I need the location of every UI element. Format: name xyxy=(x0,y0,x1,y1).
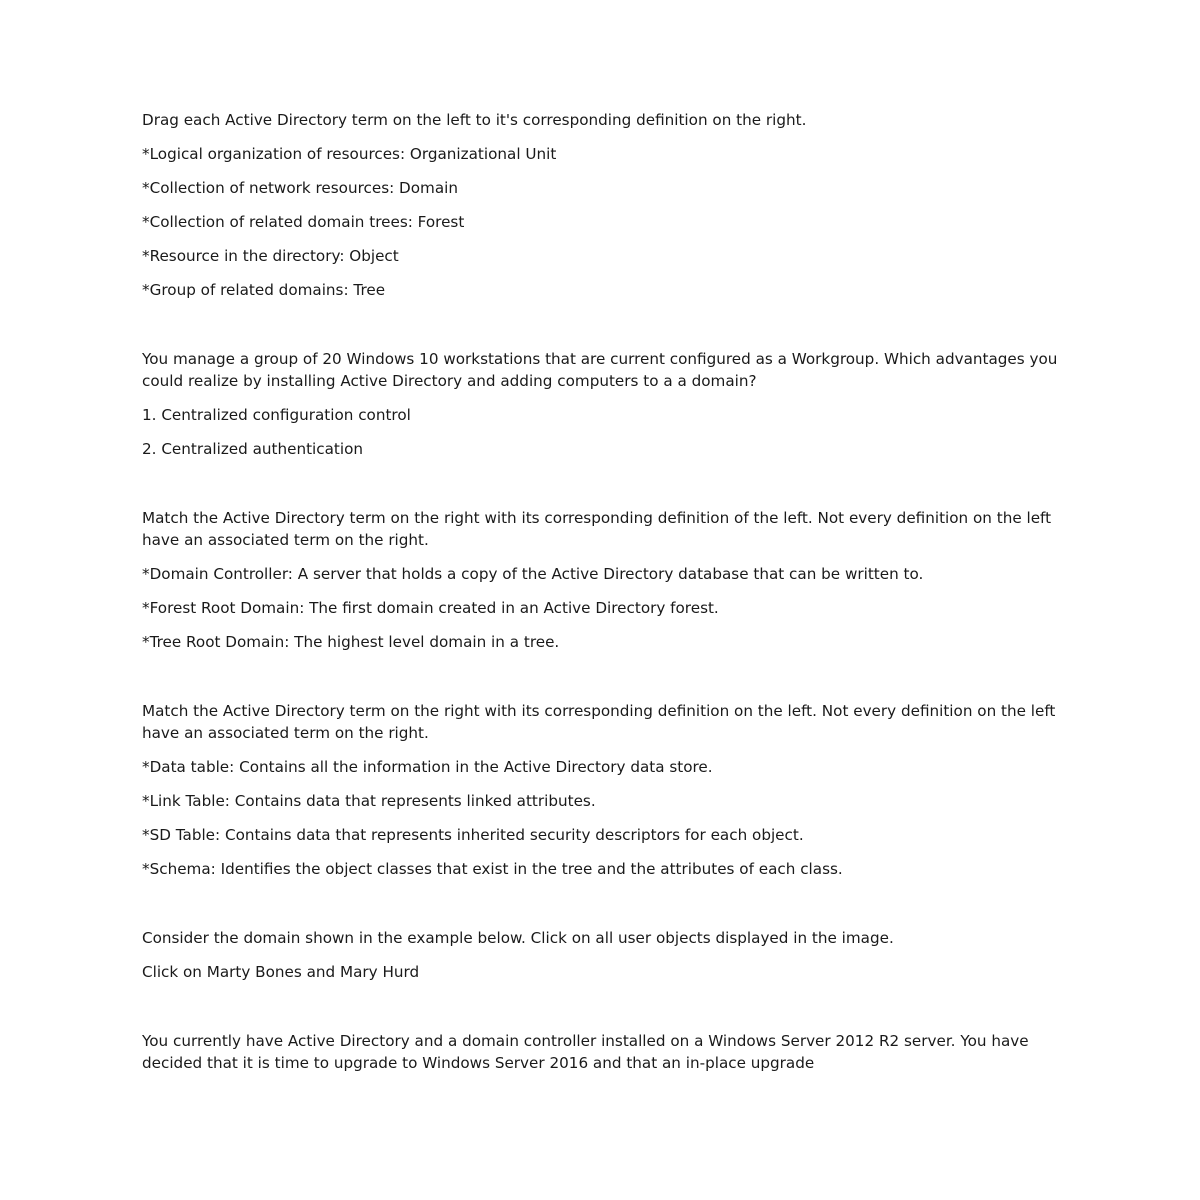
answer-line: 2. Centralized authentication xyxy=(142,440,364,458)
section-spacer xyxy=(142,892,1067,927)
question-text: Match the Active Directory term on the right with its corresponding definition of the left. Not every definition on the left have an associated term on the right. xyxy=(142,509,1052,549)
answer-line: *Domain Controller: A server that holds a copy of the Active Directory database that can be written to. xyxy=(142,565,924,583)
question-text: Match the Active Directory term on the right with its corresponding definition on the left. Not every definition on the left have an associated term on the right. xyxy=(142,702,1056,742)
section-2 xyxy=(142,348,1067,460)
question-text: You manage a group of 20 Windows 10 workstations that are current configured as a Workgroup. Which advantages you could realize by installing Active Directory and adding computers to a a domain? xyxy=(142,350,1058,390)
answer-line: *Collection of related domain trees: Forest xyxy=(142,213,465,231)
section-spacer xyxy=(142,313,1067,348)
section-6 xyxy=(142,1030,1067,1074)
answer-line: *SD Table: Contains data that represents inherited security descriptors for each object. xyxy=(142,826,804,844)
section-4 xyxy=(142,700,1067,880)
section-spacer xyxy=(142,665,1067,700)
answer-line: *Schema: Identifies the object classes that exist in the tree and the attributes of each class. xyxy=(142,860,843,878)
answer-line: *Resource in the directory: Object xyxy=(142,247,399,265)
section-3 xyxy=(142,507,1067,653)
section-spacer xyxy=(142,472,1067,507)
answer-line: Click on Marty Bones and Mary Hurd xyxy=(142,963,420,981)
question-text: Consider the domain shown in the example below. Click on all user objects displayed in the image. xyxy=(142,929,894,947)
answer-line: *Tree Root Domain: The highest level domain in a tree. xyxy=(142,633,560,651)
answer-line: *Link Table: Contains data that represents linked attributes. xyxy=(142,792,596,810)
answer-line: 1. Centralized configuration control xyxy=(142,406,411,424)
section-5 xyxy=(142,927,1067,983)
answer-line: *Collection of network resources: Domain xyxy=(142,179,458,197)
answer-line: *Group of related domains: Tree xyxy=(142,281,386,299)
answer-line: *Data table: Contains all the information in the Active Directory data store. xyxy=(142,758,713,776)
question-text: Drag each Active Directory term on the left to it's corresponding definition on the right. xyxy=(142,111,807,129)
section-1 xyxy=(142,109,1067,301)
section-spacer xyxy=(142,995,1067,1030)
question-text: You currently have Active Directory and a domain controller installed on a Windows Server 2012 R2 server. You have decided that it is time to upgrade to Windows Server 2016 and that an in-place upgrade xyxy=(142,1032,1029,1072)
document-page xyxy=(142,109,1067,1086)
answer-line: *Forest Root Domain: The first domain created in an Active Directory forest. xyxy=(142,599,719,617)
answer-line: *Logical organization of resources: Organizational Unit xyxy=(142,145,557,163)
